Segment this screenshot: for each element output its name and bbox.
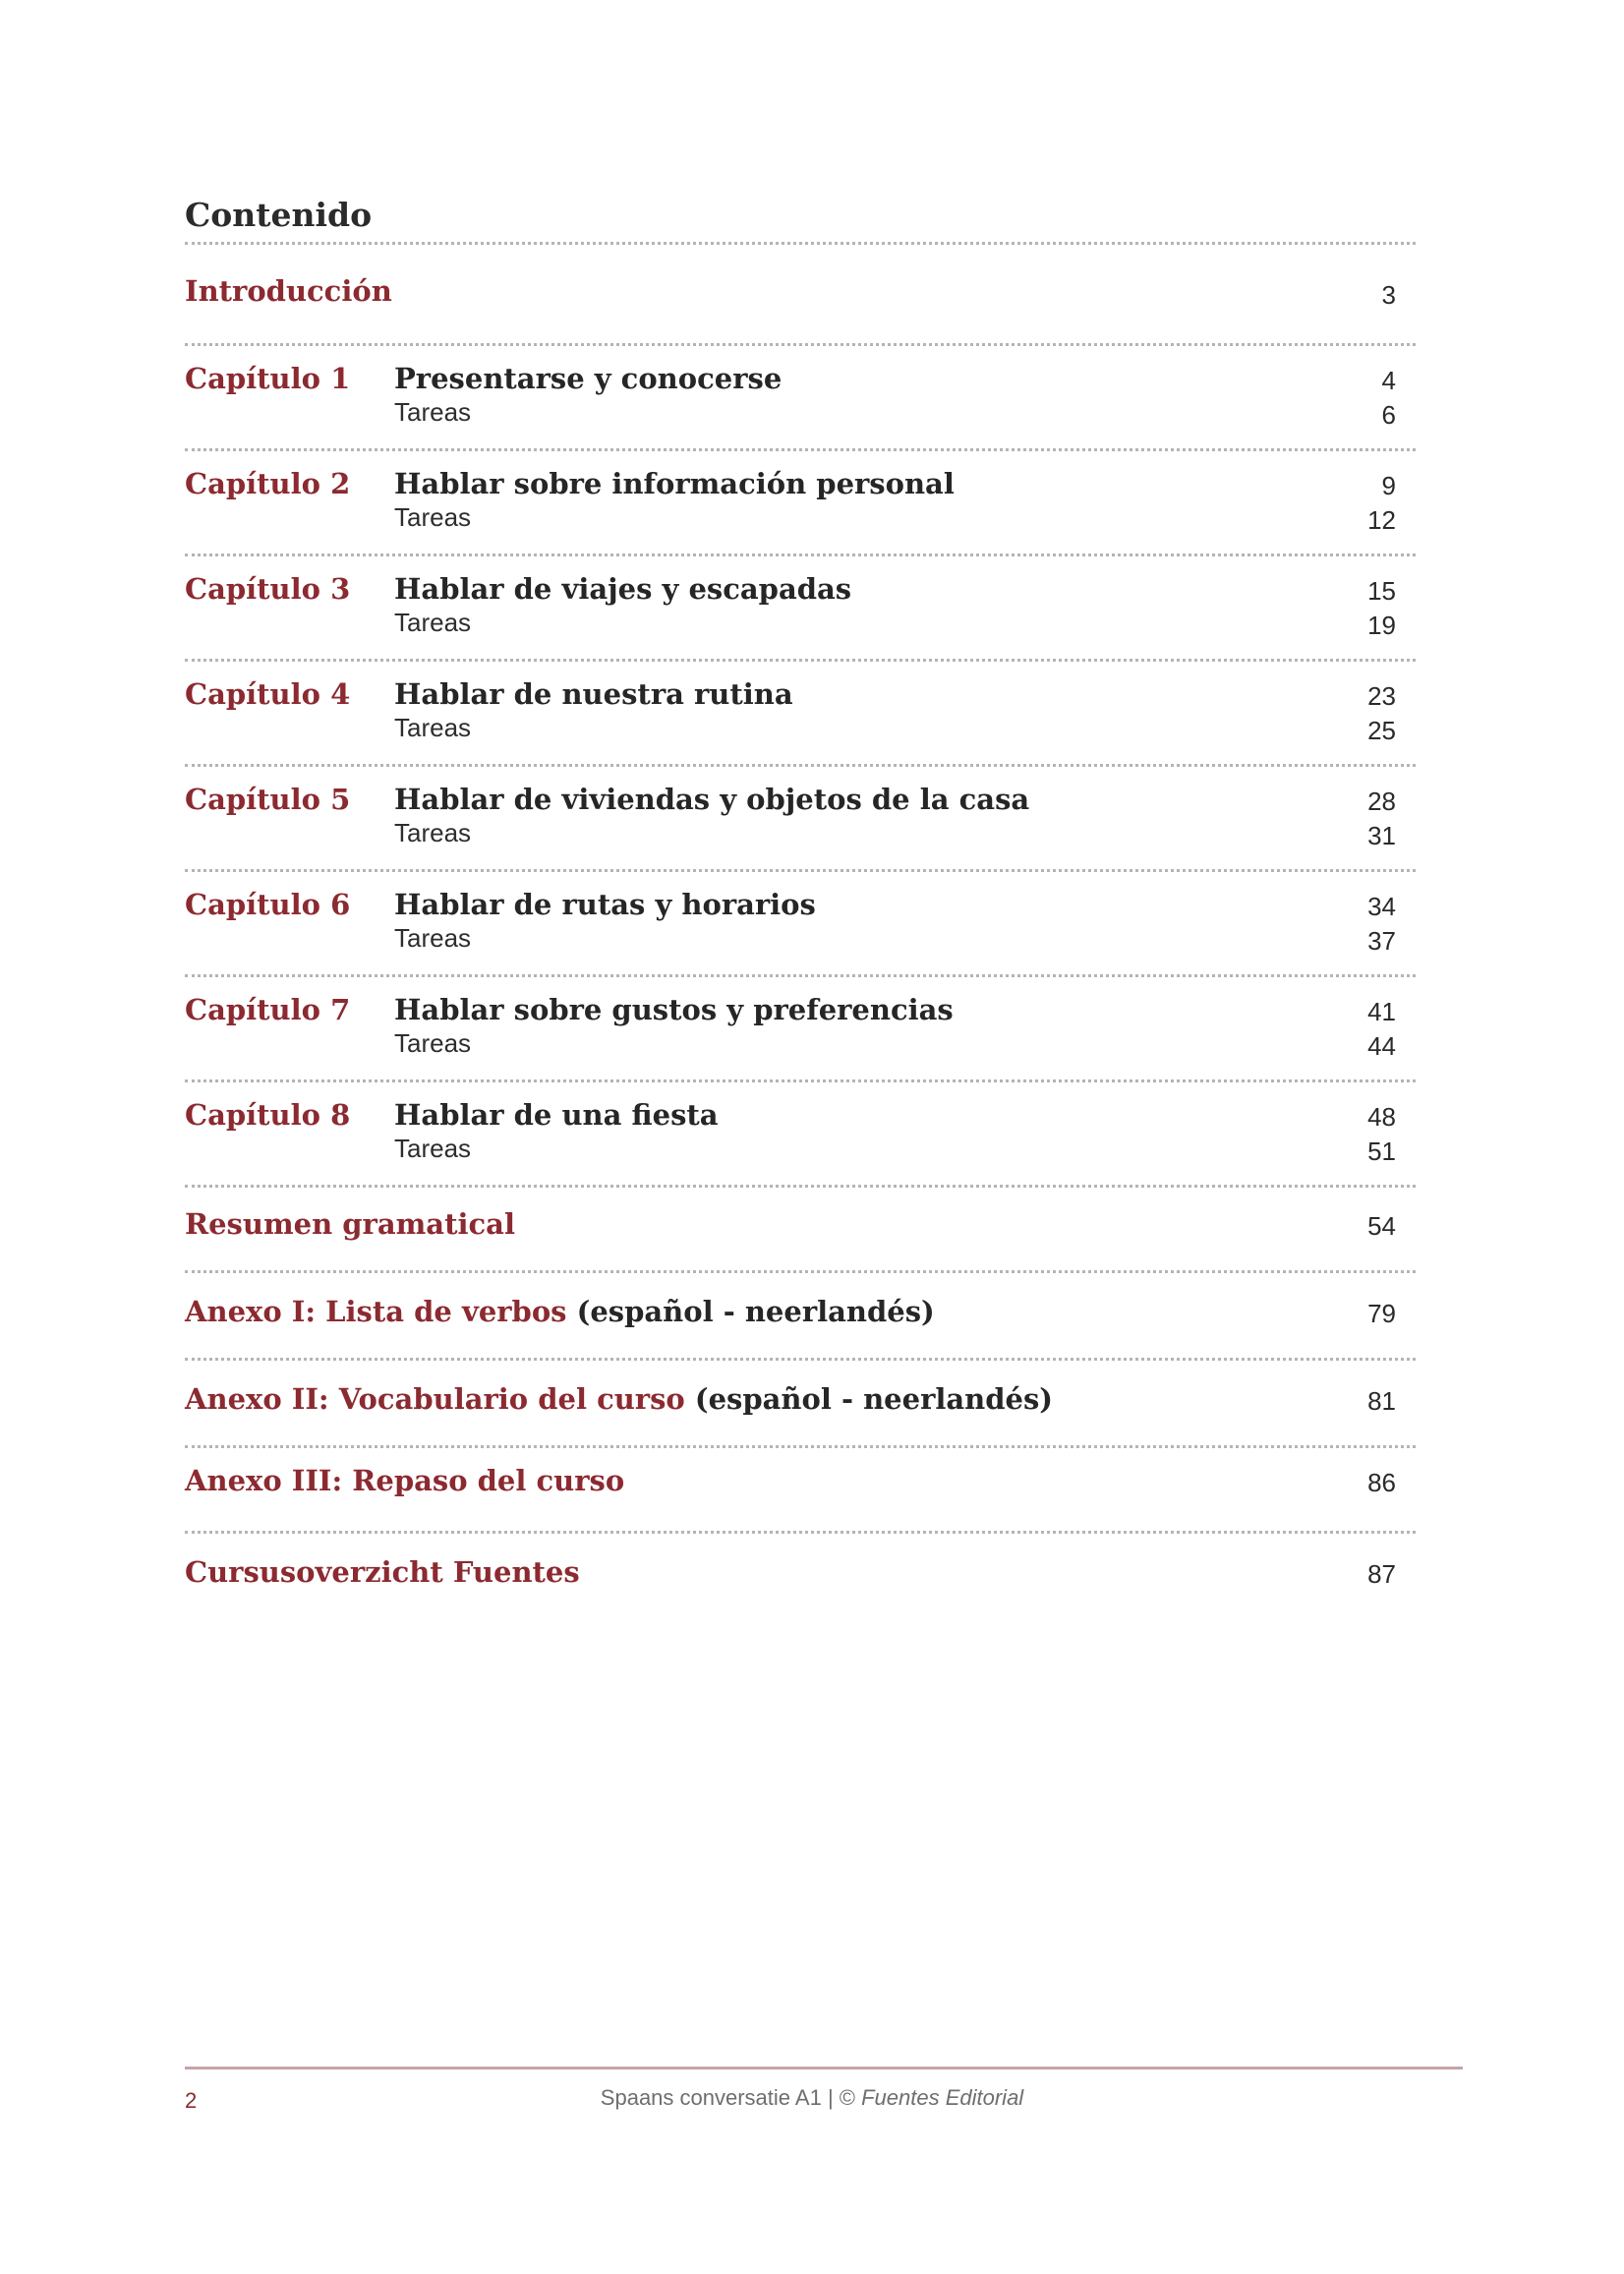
toc-entry-resumen[interactable] xyxy=(185,1188,1416,1270)
chapter-label: Capítulo 6 xyxy=(185,888,351,921)
chapter-title: Hablar sobre información personal xyxy=(394,467,955,500)
chapter-label: Capítulo 8 xyxy=(185,1098,351,1132)
toc-entry-chapter-4[interactable] xyxy=(185,662,1416,764)
tareas-label: Tareas xyxy=(394,818,472,847)
entry-label: Resumen gramatical xyxy=(185,1207,515,1241)
toc-entry-cursusoverzicht[interactable] xyxy=(185,1534,1416,1616)
entry-page-number: 86 xyxy=(1367,1468,1396,1497)
entry-page-number: 87 xyxy=(1367,1559,1396,1589)
entry-page-number: 3 xyxy=(1381,280,1396,310)
entry-label xyxy=(185,1295,935,1328)
chapter-page-number: 41 xyxy=(1367,997,1396,1026)
chapter-title: Hablar de nuestra rutina xyxy=(394,677,793,711)
chapter-title: Presentarse y conocerse xyxy=(394,362,783,395)
chapter-page-number: 34 xyxy=(1367,892,1396,921)
chapter-page-number: 9 xyxy=(1381,471,1396,500)
chapter-label: Capítulo 2 xyxy=(185,467,351,500)
tareas-page-number: 6 xyxy=(1381,400,1396,430)
entry-label xyxy=(185,1382,1053,1416)
tareas-label: Tareas xyxy=(394,397,472,427)
chapter-page-number: 15 xyxy=(1367,576,1396,606)
chapter-label: Capítulo 7 xyxy=(185,993,351,1026)
table-of-contents xyxy=(185,195,1416,1616)
chapter-page-number: 4 xyxy=(1381,366,1396,395)
tareas-page-number: 19 xyxy=(1367,611,1396,640)
chapter-page-number: 48 xyxy=(1367,1102,1396,1132)
tareas-page-number: 25 xyxy=(1367,716,1396,745)
entry-label: Cursusoverzicht Fuentes xyxy=(185,1555,580,1589)
tareas-page-number: 44 xyxy=(1367,1031,1396,1061)
entry-label: Anexo III: Repaso del curso xyxy=(185,1464,625,1497)
tareas-label: Tareas xyxy=(394,1134,472,1163)
tareas-page-number: 51 xyxy=(1367,1137,1396,1166)
chapter-page-number: 23 xyxy=(1367,681,1396,711)
entry-label-main: Anexo II: Vocabulario del curso xyxy=(185,1382,685,1416)
chapter-title: Hablar de viajes y escapadas xyxy=(394,572,852,606)
toc-entry-chapter-3[interactable] xyxy=(185,556,1416,659)
entry-label-suffix: (español - neerlandés) xyxy=(684,1382,1054,1416)
entry-page-number: 54 xyxy=(1367,1211,1396,1241)
chapter-title: Hablar de una fiesta xyxy=(394,1098,719,1132)
entry-page-number: 81 xyxy=(1367,1386,1396,1416)
toc-entry-introduccion[interactable] xyxy=(185,245,1416,343)
tareas-page-number: 37 xyxy=(1367,926,1396,956)
chapter-label: Capítulo 3 xyxy=(185,572,351,606)
chapter-label: Capítulo 1 xyxy=(185,362,351,395)
chapter-label: Capítulo 5 xyxy=(185,783,351,816)
toc-entry-chapter-1[interactable] xyxy=(185,346,1416,448)
chapter-title: Hablar de rutas y horarios xyxy=(394,888,816,921)
entry-label-suffix: (español - neerlandés) xyxy=(566,1295,935,1328)
tareas-label: Tareas xyxy=(394,502,472,532)
entry-label-main: Anexo I: Lista de verbos xyxy=(185,1295,567,1328)
footer-publisher: Fuentes Editorial xyxy=(861,2085,1024,2110)
footer-title: Spaans conversatie A1 | © xyxy=(600,2085,862,2110)
tareas-label: Tareas xyxy=(394,713,472,742)
chapter-title: Hablar de viviendas y objetos de la casa xyxy=(394,783,1030,816)
tareas-label: Tareas xyxy=(394,923,472,953)
tareas-page-number: 12 xyxy=(1367,505,1396,535)
tareas-label: Tareas xyxy=(394,608,472,637)
chapter-title: Hablar sobre gustos y preferencias xyxy=(394,993,954,1026)
footer-page-number: 2 xyxy=(185,2088,198,2113)
toc-entry-chapter-5[interactable] xyxy=(185,767,1416,869)
toc-entry-anexo-2[interactable] xyxy=(185,1361,1416,1445)
toc-entry-chapter-8[interactable] xyxy=(185,1082,1416,1185)
toc-entry-chapter-6[interactable] xyxy=(185,872,1416,974)
toc-entry-chapter-7[interactable] xyxy=(185,977,1416,1079)
footer-text xyxy=(0,2085,1624,2111)
toc-entry-chapter-2[interactable] xyxy=(185,451,1416,554)
footer-rule xyxy=(185,2067,1463,2070)
toc-entry-anexo-3[interactable] xyxy=(185,1448,1416,1531)
entry-page-number: 79 xyxy=(1367,1299,1396,1328)
chapter-page-number: 28 xyxy=(1367,787,1396,816)
chapter-label: Capítulo 4 xyxy=(185,677,351,711)
toc-entry-anexo-1[interactable] xyxy=(185,1273,1416,1358)
tareas-page-number: 31 xyxy=(1367,821,1396,850)
entry-label: Introducción xyxy=(185,274,392,308)
tareas-label: Tareas xyxy=(394,1028,472,1058)
toc-heading: Contenido xyxy=(185,196,373,234)
